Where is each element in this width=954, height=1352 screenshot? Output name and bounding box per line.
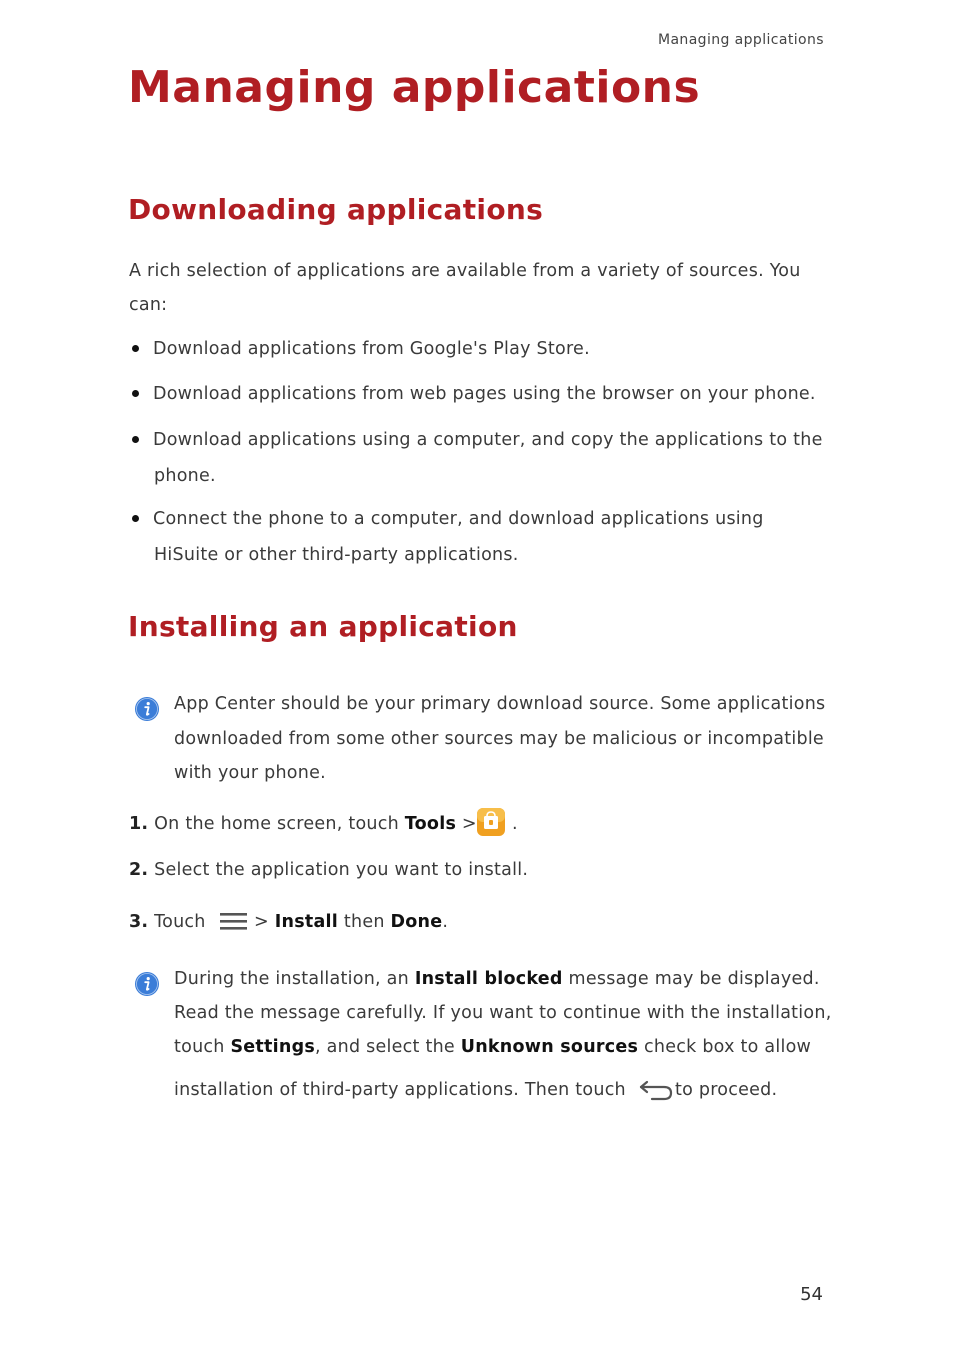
- step-text: then: [338, 912, 391, 932]
- step-2: [129, 860, 528, 880]
- note-text-part: touch: [174, 1037, 231, 1057]
- note-text: App Center should be your primary download source. Some applications: [174, 694, 826, 714]
- running-header: Managing applications: [657, 32, 824, 48]
- bullet-text: Connect the phone to a computer, and download applications using: [153, 509, 764, 529]
- bullet-dot: [132, 345, 139, 352]
- bullet-text-continued: HiSuite or other third-party applications.: [154, 545, 519, 565]
- intro-line-1: A rich selection of applications are available from a variety of sources. You: [129, 261, 801, 281]
- step-keyword-tools: Tools: [404, 814, 457, 834]
- note-keyword-settings: Settings: [230, 1037, 316, 1057]
- intro-line-2: can:: [129, 295, 168, 315]
- step-3: [129, 912, 206, 932]
- note-text-part: message may be displayed.: [562, 969, 820, 989]
- step-keyword-done: Done: [390, 912, 443, 932]
- note-text: Read the message carefully. If you want to continue with the installation,: [174, 1003, 832, 1023]
- back-icon[interactable]: [638, 1078, 674, 1102]
- section-title-installing: Installing an application: [128, 610, 518, 643]
- step-1: [129, 814, 477, 834]
- note-text: downloaded from some other sources may be malicious or incompatible: [174, 729, 824, 749]
- note-text-part: , and select the: [315, 1037, 461, 1057]
- bullet-text-continued: phone.: [154, 466, 216, 486]
- step-number: 3.: [129, 912, 149, 932]
- info-icon: [134, 696, 160, 722]
- note-keyword-unknown-sources: Unknown sources: [460, 1037, 639, 1057]
- bullet-dot: [132, 436, 139, 443]
- bullet-text: Download applications from Google's Play Store.: [153, 339, 590, 359]
- step-text: >: [254, 912, 275, 932]
- note-text: [174, 969, 820, 989]
- bullet-text: Download applications from web pages using the browser on your phone.: [153, 384, 816, 404]
- page-number: 54: [800, 1284, 823, 1305]
- bullet-dot: [132, 390, 139, 397]
- note-text-part: During the installation, an: [174, 969, 415, 989]
- app-center-icon[interactable]: [476, 807, 506, 837]
- step-text: Touch: [154, 912, 206, 932]
- step-text: .: [512, 814, 518, 834]
- menu-icon[interactable]: [220, 911, 247, 932]
- note-text: installation of third-party applications. Then touch: [174, 1080, 626, 1100]
- note-text: to proceed.: [675, 1080, 778, 1100]
- step-text: Select the application you want to install.: [154, 860, 529, 880]
- page-title: Managing applications: [128, 62, 701, 113]
- step-text: >: [456, 814, 477, 834]
- note-text: with your phone.: [174, 763, 326, 783]
- step-text: .: [442, 912, 449, 932]
- step-number: 2.: [129, 860, 149, 880]
- bullet-text: Download applications using a computer, and copy the applications to the: [153, 430, 823, 450]
- note-text-part: check box to allow: [638, 1037, 812, 1057]
- step-keyword-install: Install: [274, 912, 339, 932]
- step-number: 1.: [129, 814, 149, 834]
- note-text: [174, 1037, 811, 1057]
- step-text: On the home screen, touch: [154, 814, 405, 834]
- note-keyword-install-blocked: Install blocked: [414, 969, 563, 989]
- info-icon: [134, 971, 160, 997]
- section-title-downloading: Downloading applications: [128, 193, 544, 226]
- bullet-dot: [132, 515, 139, 522]
- step-3-rest: [254, 912, 448, 932]
